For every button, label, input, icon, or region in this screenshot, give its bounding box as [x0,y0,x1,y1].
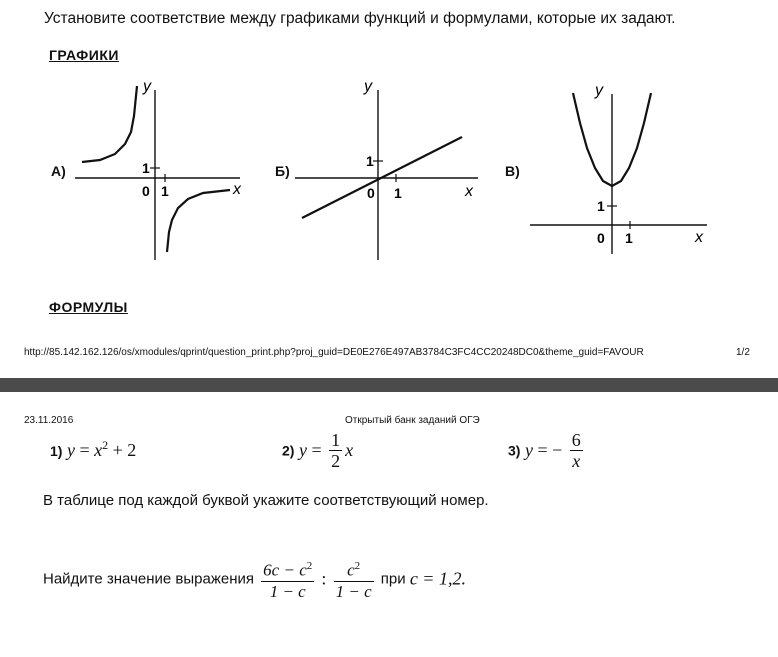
graph-b [290,74,490,264]
graph-a-origin: 0 [142,183,150,199]
graph-a-label: А) [51,163,66,179]
graph-c-y-tick: 1 [597,198,605,214]
formula-1: 1) $y = x^2 + 2$ [50,438,137,460]
graph-a-left-branch [82,86,137,162]
page-date: 23.11.2016 [24,415,74,426]
graph-a-right-branch [167,190,230,252]
graph-c-x-label: x [695,229,703,246]
graph-b-x-tick: 1 [394,185,402,201]
graph-b-y-tick: 1 [366,153,374,169]
graph-a-x-label: x [233,181,241,198]
graph-c-x-tick: 1 [625,230,633,246]
graph-a [70,74,260,264]
page-header-title: Открытый банк заданий ОГЭ [345,415,480,426]
graph-a-y-tick: 1 [142,160,150,176]
graphs-heading: ГРАФИКИ [49,47,119,63]
graph-b-x-label: x [465,183,473,200]
formula-2: 2) y = $\frac{1}{2}$ x [282,430,354,471]
graph-c [525,78,725,258]
graph-b-label: Б) [275,163,290,179]
next-task: Найдите значение выражения $\frac{6c - c^2}{1 - c}$ : $\frac{c^2}{1 - c}$ при c = 1,2. [43,560,466,601]
task-text: Установите соответствие между графиками функций и формулами, которые их задают. [44,10,676,27]
page-break-band [0,378,778,392]
graph-c-y-label: y [595,82,603,99]
graph-b-origin: 0 [367,185,375,201]
formula-3: 3) y = − $\frac{6}{x}$ [508,430,581,471]
footer-page-number: 1/2 [736,347,750,358]
graph-c-label: В) [505,163,520,179]
instruction-text: В таблице под каждой буквой укажите соответствующий номер. [43,492,489,509]
graph-a-y-label: y [143,78,151,95]
formulas-heading: ФОРМУЛЫ [49,299,128,315]
footer-url: http://85.142.162.126/os/xmodules/qprint/question_print.php?proj_guid=DE0E276E497AB3784C3FC4CC20248DC0&theme_guid=FAVOUR [24,347,644,358]
graph-b-y-label: y [364,78,372,95]
graph-c-origin: 0 [597,230,605,246]
graph-a-x-tick: 1 [161,183,169,199]
